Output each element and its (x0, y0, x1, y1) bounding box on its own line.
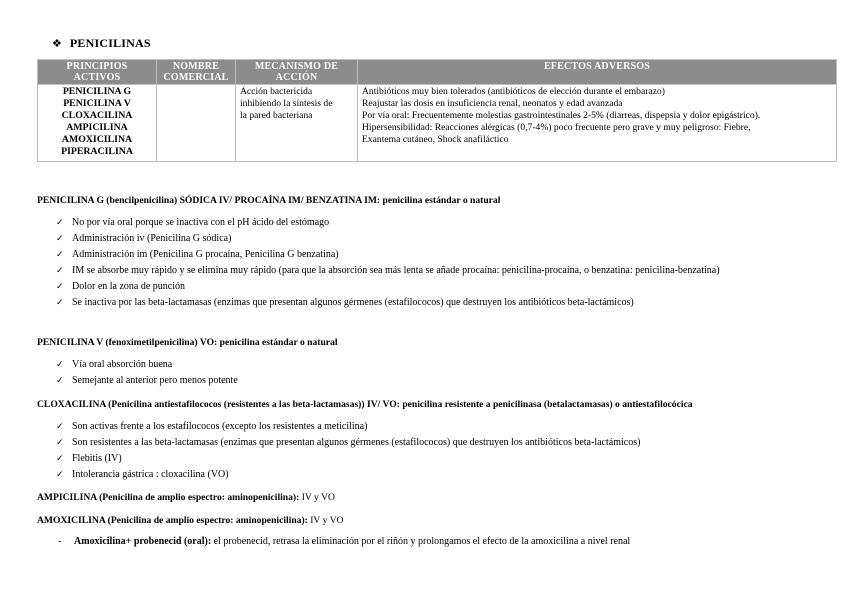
list-item: ✓ No por vía oral porque se inactiva con el pH ácido del estómago (56, 215, 772, 231)
header-nombre-comercial: NOMBRE COMERCIAL (157, 60, 236, 85)
list-item: ✓ Son activas frente a los estafilococos (excepto los resistentes a meticilina) (56, 419, 640, 435)
header-efectos-adversos: EFECTOS ADVERSOS (358, 60, 837, 85)
cell-mechanism: Acción bactericida inhibiendo la síntesis de la pared bacteriana (236, 85, 358, 162)
checkmark-icon: ✓ (56, 454, 64, 464)
list-item: ✓ Semejante al anterior pero menos potente (56, 373, 238, 389)
checkmark-icon: ✓ (56, 376, 64, 386)
checkmark-icon: ✓ (56, 282, 64, 292)
diamond-bullet-icon: ❖ (52, 37, 62, 50)
checklist-penicilina-g (56, 215, 772, 311)
drug-name: AMOXICILINA (61, 134, 133, 146)
cell-commercial-name (157, 85, 236, 162)
list-item: ✓ Administración im (Penicilina G procaína, Penicilina G benzatina) (56, 247, 772, 263)
table-header-row (38, 60, 837, 85)
table-row (38, 85, 837, 162)
checkmark-icon: ✓ (56, 360, 64, 370)
cell-drug-list (38, 85, 157, 162)
section-title: PENICILINAS (69, 36, 151, 50)
checkmark-icon: ✓ (56, 422, 64, 432)
checkmark-icon: ✓ (56, 218, 64, 228)
penicillin-table (37, 59, 837, 162)
heading-penicilina-g: PENICILINA G (bencilpenicilina) SÓDICA IV/ PROCAÍNA IM/ BENZATINA IM: penicilina estándar o natural (37, 195, 501, 206)
checkmark-icon: ✓ (56, 298, 64, 308)
heading-ampicilina: AMPICILINA (Penicilina de amplio espectro: aminopenicilina): IV y VO (37, 492, 335, 503)
list-item: ✓ Son resistentes a las beta-lactamasas (enzimas que presentan algunos gérmenes (estafilococos) que destruyen los antibióticos beta-lactámicos) (56, 435, 640, 451)
checkmark-icon: ✓ (56, 470, 64, 480)
header-principios-activos: PRINCIPIOS ACTIVOS (38, 60, 157, 85)
checkmark-icon: ✓ (56, 438, 64, 448)
list-item: ✓ Intolerancia gástrica : cloxacilina (VO) (56, 467, 640, 483)
cell-adverse-effects: Antibióticos muy bien tolerados (antibióticos de elección durante el embarazo) Reajustar las dosis en insuficiencia renal, neonatos y edad avanzada Por vía oral: Frecuentemente molestias gastrointestinales 2-5% (diarreas, dispepsia y dolor epigástrico). Hipersensibilidad: Reacciones alérgicas (0,7-4%) poco frecuente pero grave y muy peligroso: Fiebre, Exantema cutáneo, Shock anafiláctico (358, 85, 837, 162)
heading-penicilina-v: PENICILINA V (fenoximetilpenicilina) VO: penicilina estándar o natural (37, 337, 338, 348)
drug-name: PIPERACILINA (61, 146, 133, 158)
checkmark-icon: ✓ (56, 234, 64, 244)
drug-name: PENICILINA V (63, 98, 131, 110)
checkmark-icon: ✓ (56, 250, 64, 260)
drug-name: PENICILINA G (62, 86, 132, 97)
list-item: ✓ Vía oral absorción buena (56, 357, 238, 373)
list-item: ✓ Flebitis (IV) (56, 451, 640, 467)
checklist-cloxacilina (56, 419, 640, 483)
list-item: ✓ Dolor en la zona de punción (56, 279, 772, 295)
section-title-row (52, 36, 151, 51)
list-item: ✓ Administración iv (Penicilina G sódica) (56, 231, 772, 247)
list-item: ✓ Se inactiva por las beta-lactamasas (enzimas que presentan algunos gérmenes (estafilococos) que destruyen los antibióticos beta-lactámicos) (56, 295, 772, 311)
drug-name: CLOXACILINA (61, 110, 133, 122)
drug-name: AMPICILINA (66, 122, 128, 134)
heading-cloxacilina: CLOXACILINA (Penicilina antiestafilococos (resistentes a las beta-lactamasas)) IV/ VO: penicilina resistente a penicilinasa (betalactamasas) o antiestafilocócica (37, 399, 693, 410)
checklist-penicilina-v (56, 357, 238, 389)
dash-list-item: - Amoxicilina+ probenecid (oral): el probenecid, retrasa la eliminación por el riñón y prolongamos el efecto de la amoxicilina a nivel renal (58, 536, 631, 547)
dash-bullet-icon: - (58, 536, 62, 547)
list-item: ✓ IM se absorbe muy rápido y se elimina muy rápido (para que la absorción sea más lenta se añade procaína: penicilina-procaína, o benzatina: penicilina-benzatina) (56, 263, 772, 279)
header-mecanismo-accion: MECANISMO DE ACCIÓN (236, 60, 358, 85)
checkmark-icon: ✓ (56, 266, 64, 276)
heading-amoxicilina: AMOXICILINA (Penicilina de amplio espectro: aminopenicilina): IV y VO (37, 515, 344, 526)
